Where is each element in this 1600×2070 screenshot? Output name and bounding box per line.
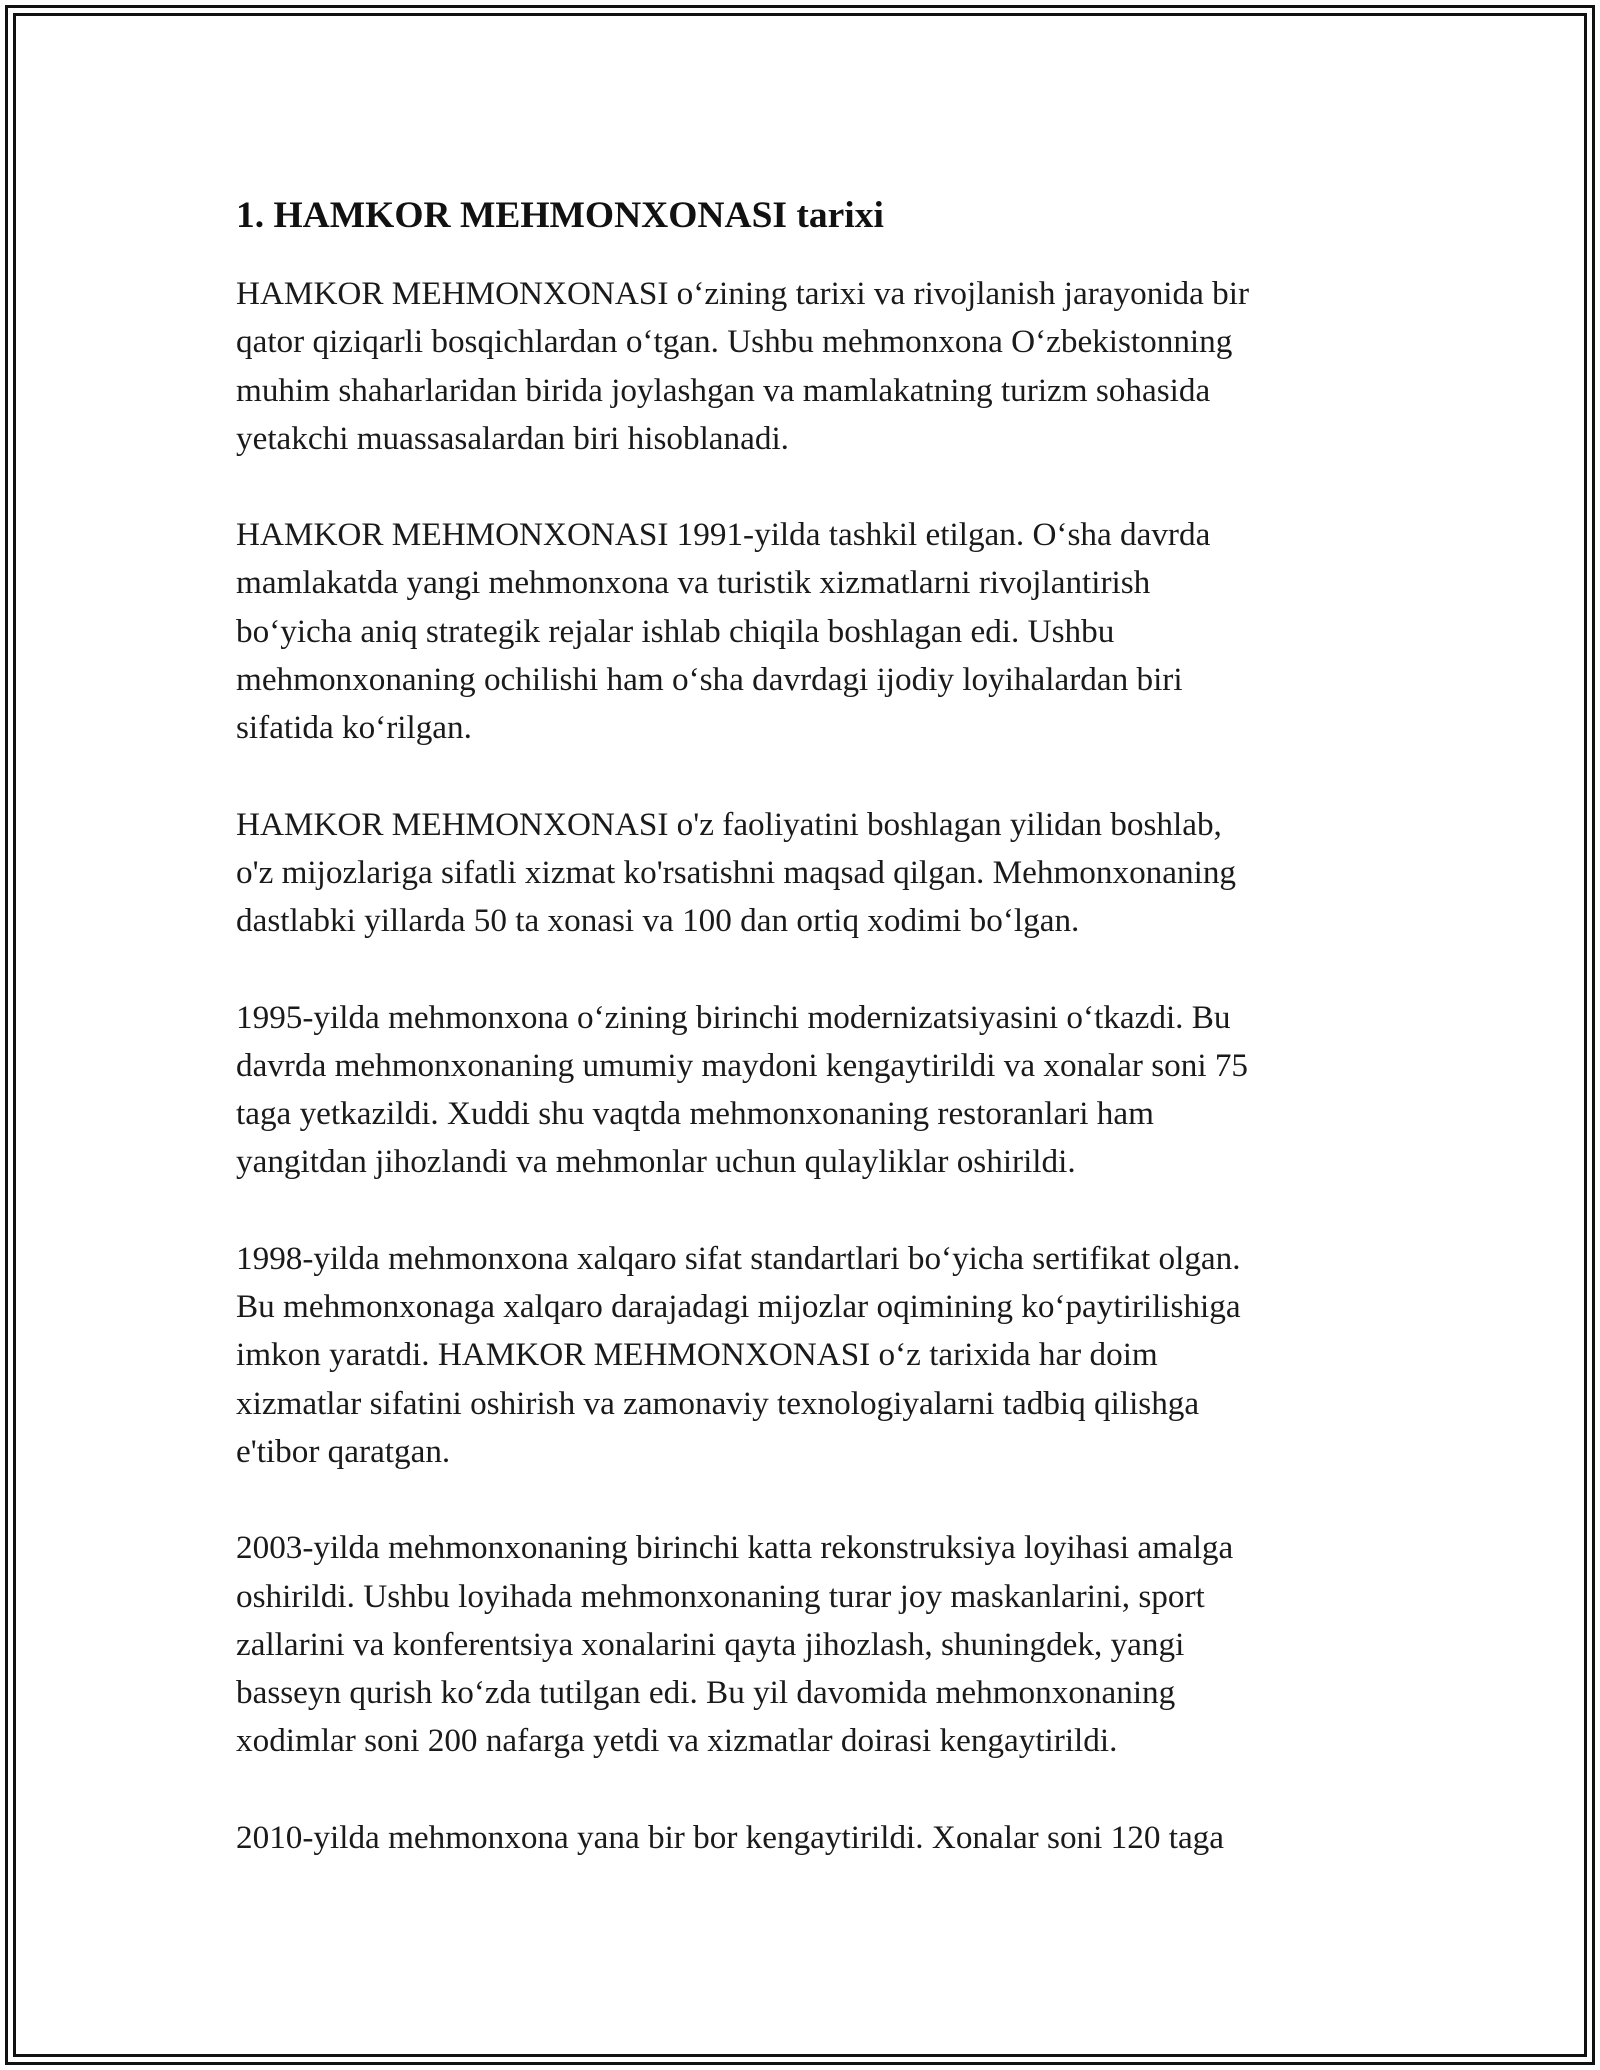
paragraph-expansion-2010 bbox=[236, 1814, 1361, 1862]
paragraph-modernization-1995 bbox=[236, 994, 1361, 1187]
text-line: HAMKOR MEHMONXONASI o'z faoliyatini boshlagan yilidan boshlab, bbox=[236, 805, 1222, 843]
text-line: xizmatlar sifatini oshirish va zamonaviy texnologiyalarni tadbiq qilishga bbox=[236, 1384, 1200, 1422]
text-line: yetakchi muassasalardan biri hisoblanadi. bbox=[236, 419, 789, 457]
text-line: o'z mijozlariga sifatli xizmat ko'rsatishni maqsad qilgan. Mehmonxonaning bbox=[236, 853, 1237, 891]
text-line: yangitdan jihozlandi va mehmonlar uchun qulayliklar oshirildi. bbox=[236, 1143, 1076, 1181]
paragraph-introduction bbox=[236, 270, 1361, 463]
text-line: 2003-yilda mehmonxonaning birinchi katta rekonstruksiya loyihasi amalga bbox=[236, 1529, 1234, 1567]
text-line: e'tibor qaratgan. bbox=[236, 1432, 451, 1470]
text-line: 2010-yilda mehmonxona yana bir bor kengaytirildi. Xonalar soni 120 taga bbox=[236, 1818, 1225, 1856]
paragraph-founding-1991 bbox=[236, 511, 1361, 752]
paragraph-certification-1998 bbox=[236, 1235, 1361, 1476]
text-line: bo‘yicha aniq strategik rejalar ishlab chiqila boshlagan edi. Ushbu bbox=[236, 612, 1115, 650]
text-line: Bu mehmonxonaga xalqaro darajadagi mijozlar oqimining ko‘paytirilishiga bbox=[236, 1288, 1241, 1326]
paragraph-reconstruction-2003 bbox=[236, 1524, 1361, 1765]
text-line: basseyn qurish ko‘zda tutilgan edi. Bu yil davomida mehmonxonaning bbox=[236, 1674, 1176, 1712]
text-line: qator qiziqarli bosqichlardan o‘tgan. Ushbu mehmonxona O‘zbekistonning bbox=[236, 323, 1233, 361]
text-line: zallarini va konferentsiya xonalarini qayta jihozlash, shuningdek, yangi bbox=[236, 1625, 1185, 1663]
text-line: davrda mehmonxonaning umumiy maydoni kengaytirildi va xonalar soni 75 bbox=[236, 1046, 1249, 1084]
text-line: mamlakatda yangi mehmonxona va turistik xizmatlarni rivojlantirish bbox=[236, 564, 1151, 602]
text-line: taga yetkazildi. Xuddi shu vaqtda mehmonxonaning restoranlari ham bbox=[236, 1095, 1154, 1133]
paragraph-early-years bbox=[236, 801, 1361, 946]
text-line: 1995-yilda mehmonxona o‘zining birinchi modernizatsiyasini o‘tkazdi. Bu bbox=[236, 998, 1231, 1036]
text-line: 1998-yilda mehmonxona xalqaro sifat standartlari bo‘yicha sertifikat olgan. bbox=[236, 1239, 1241, 1277]
text-line: imkon yaratdi. HAMKOR MEHMONXONASI o‘z tarixida har doim bbox=[236, 1336, 1158, 1374]
document-body bbox=[236, 188, 1361, 1862]
section-heading: 1. HAMKOR MEHMONXONASI tarixi bbox=[236, 195, 884, 236]
text-line: muhim shaharlaridan birida joylashgan va mamlakatning turizm sohasida bbox=[236, 371, 1211, 409]
text-line: mehmonxonaning ochilishi ham o‘sha davrdagi ijodiy loyihalardan biri bbox=[236, 661, 1183, 699]
text-line: sifatida ko‘rilgan. bbox=[236, 709, 472, 747]
text-line: oshirildi. Ushbu loyihada mehmonxonaning turar joy maskanlarini, sport bbox=[236, 1577, 1205, 1615]
text-line: dastlabki yillarda 50 ta xonasi va 100 dan ortiq xodimi bo‘lgan. bbox=[236, 902, 1080, 940]
text-line: HAMKOR MEHMONXONASI o‘zining tarixi va rivojlanish jarayonida bir bbox=[236, 275, 1249, 312]
text-line: HAMKOR MEHMONXONASI 1991-yilda tashkil etilgan. O‘sha davrda bbox=[236, 516, 1211, 554]
text-line: xodimlar soni 200 nafarga yetdi va xizmatlar doirasi kengaytirildi. bbox=[236, 1722, 1118, 1760]
